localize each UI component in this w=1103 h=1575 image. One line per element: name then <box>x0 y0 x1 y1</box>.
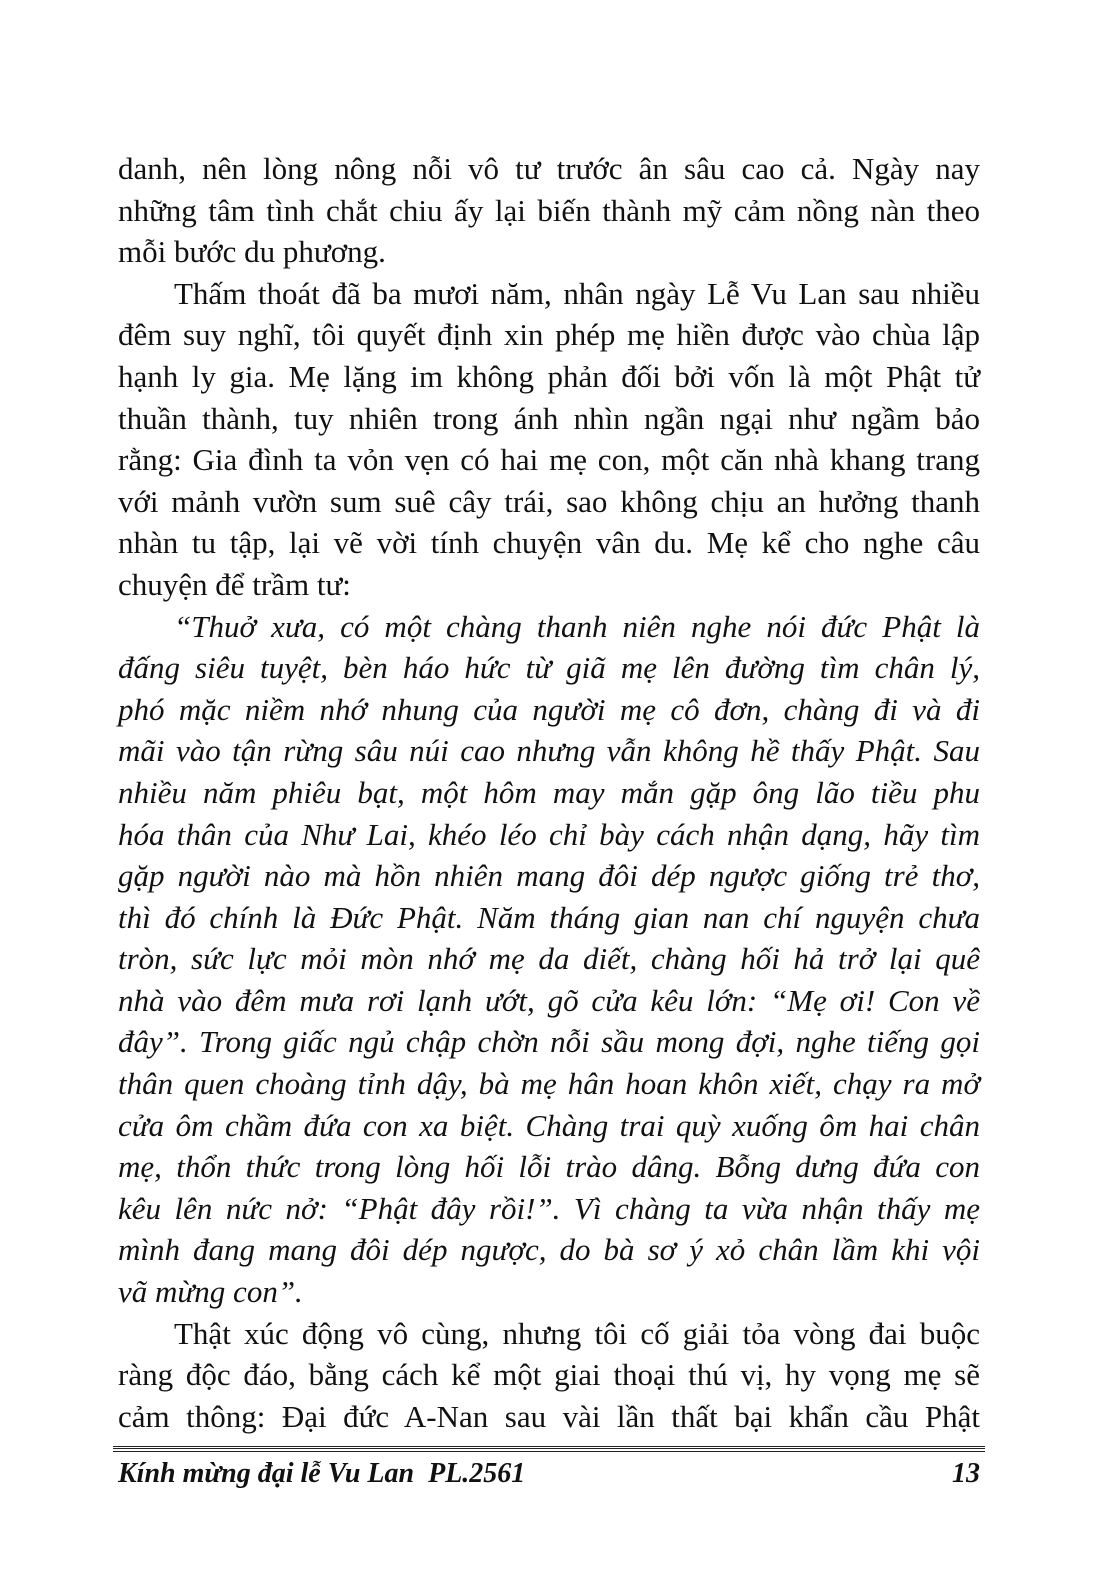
text-line: đêm suy nghĩ, tôi quyết định xin phép mẹ hiền được vào chùa lập <box>118 317 980 353</box>
text-line: chuyện để trầm tư: <box>118 566 351 602</box>
text-line: thì đó chính là Đức Phật. Năm tháng gian nan chí nguyện chưa <box>118 899 980 935</box>
text-line: đấng siêu tuyệt, bèn háo hức từ giã mẹ lên đường tìm chân lý, <box>118 650 980 686</box>
text-line: hạnh ly gia. Mẹ lặng im không phản đối bởi vốn là một Phật tử <box>118 358 980 394</box>
text-line: nhiều năm phiêu bạt, một hôm may mắn gặp ông lão tiều phu <box>118 774 980 810</box>
text-line: gặp người nào mà hồn nhiên mang đôi dép ngược giống trẻ thơ, <box>118 858 980 894</box>
paragraph-1 <box>118 148 980 273</box>
text-line: rằng: Gia đình ta vỏn vẹn có hai mẹ con, một căn nhà khang trang <box>118 442 980 478</box>
page-footer <box>118 1458 980 1490</box>
text-line: mình đang mang đôi dép ngược, do bà sơ ý xỏ chân lầm khi vội <box>118 1232 980 1268</box>
paragraph-2 <box>118 273 980 606</box>
text-line: với mảnh vườn sum suê cây trái, sao không chịu an hưởng thanh <box>118 483 980 519</box>
text-line: Thấm thoát đã ba mươi năm, nhân ngày Lễ Vu Lan sau nhiều <box>174 275 980 311</box>
text-line: kêu lên nức nở: “Phật đây rồi!”. Vì chàng ta vừa nhận thấy mẹ <box>118 1190 980 1226</box>
text-line: đây”. Trong giấc ngủ chập chờn nỗi sầu mong đợi, nghe tiếng gọi <box>118 1024 980 1060</box>
text-line: ràng độc đáo, bằng cách kể một giai thoại thú vị, hy vọng mẹ sẽ <box>118 1357 980 1393</box>
text-line: phó mặc niềm nhớ nhung của người mẹ cô đơn, chàng đi và đi <box>118 691 980 727</box>
text-line: mỗi bước du phương. <box>118 234 386 270</box>
text-line: tròn, sức lực mỏi mòn nhớ mẹ da diết, chàng hối hả trở lại quê <box>118 941 980 977</box>
text-line: mẹ, thổn thức trong lòng hối lỗi trào dâng. Bỗng dưng đứa con <box>118 1149 980 1185</box>
quoted-story-paragraph <box>118 606 980 1313</box>
text-line: thân quen choàng tỉnh dậy, bà mẹ hân hoan khôn xiết, chạy ra mở <box>118 1066 980 1102</box>
text-line: Thật xúc động vô cùng, nhưng tôi cố giải tỏa vòng đai buộc <box>174 1315 980 1351</box>
page-number: 13 <box>952 1458 980 1489</box>
text-line: nhàn tu tập, lại vẽ vời tính chuyện vân du. Mẹ kể cho nghe câu <box>118 525 980 561</box>
text-line: thuần thành, tuy nhiên trong ánh nhìn ngần ngại như ngầm bảo <box>118 400 980 436</box>
text-line: “Thuở xưa, có một chàng thanh niên nghe nói đức Phật là <box>174 608 980 644</box>
text-line: mãi vào tận rừng sâu núi cao nhưng vẫn không hề thấy Phật. Sau <box>118 733 980 769</box>
footer-divider <box>113 1446 985 1449</box>
page-body <box>118 148 980 1437</box>
text-line: những tâm tình chắt chiu ấy lại biến thành mỹ cảm nồng nàn theo <box>118 192 980 228</box>
paragraph-4 <box>118 1313 980 1438</box>
text-line: danh, nên lòng nông nỗi vô tư trước ân sâu cao cả. Ngày nay <box>118 151 980 186</box>
text-line: vã mừng con”. <box>118 1274 303 1310</box>
text-line: hóa thân của Như Lai, khéo léo chỉ bày cách nhận dạng, hãy tìm <box>118 816 980 852</box>
text-line: cảm thông: Đại đức A-Nan sau vài lần thất bại khẩn cầu Phật <box>118 1398 980 1434</box>
text-line: nhà vào đêm mưa rơi lạnh ướt, gõ cửa kêu lớn: “Mẹ ơi! Con về <box>118 982 980 1018</box>
text-line: cửa ôm chầm đứa con xa biệt. Chàng trai quỳ xuống ôm hai chân <box>118 1107 980 1143</box>
footer-title: Kính mừng đại lễ Vu Lan PL.2561 <box>118 1458 526 1489</box>
